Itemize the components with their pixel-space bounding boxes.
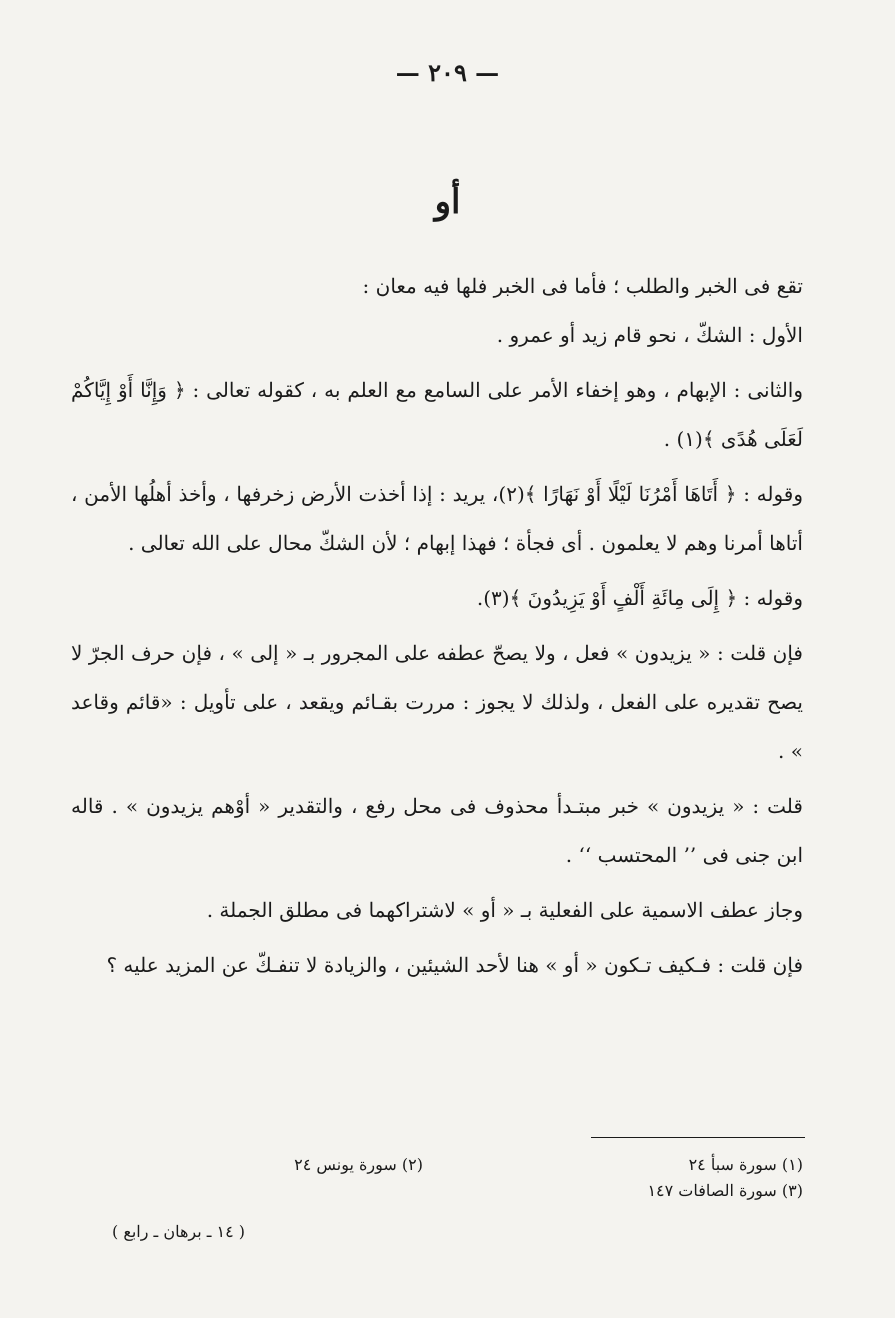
footnote-1: (١) سورة سبأ ٢٤	[688, 1155, 803, 1174]
footnote-2: (٢) سورة يونس ٢٤	[294, 1155, 423, 1174]
paragraph: والثانى : الإبهام ، وهو إخفاء الأمر على السامع مع العلم به ، كقوله تعالى : ﴿ وَإِنَّا أَوْ إِيَّاكُمْ لَعَلَى هُدًى ﴾(١) .	[71, 378, 803, 451]
paragraph: وقوله : ﴿ إِلَى مِائَةِ أَلْفٍ أَوْ يَزِيدُونَ ﴾(٣).	[476, 586, 803, 610]
signature-mark: ( ١٤ ـ برهان ـ رابع )	[112, 1222, 246, 1241]
paragraph: قلت : « يزيدون » خبر مبتـدأ محذوف فى محل رفع ، والتقدير « أوْهم يزيدون » . قاله ابن جنى فى ’’ المحتسب ‘‘ .	[71, 794, 803, 867]
footnote-divider	[591, 1137, 805, 1138]
chapter-title: أو	[434, 182, 461, 222]
paragraph: وقوله : ﴿ أَتَاهَا أَمْرُنَا لَيْلًا أَوْ نَهَارًا ﴾(٢)، يريد : إذا أخذت الأرض زخرفها ، وأخذ أهلُها الأمن ، أتاها أمرنا وهم لا يعلمون . أى فجأة ؛ فهذا إبهام ؛ لأن الشكّ محال على الله تعالى .	[71, 482, 804, 555]
paragraph: تقع فى الخبر والطلب ؛ فأما فى الخبر فلها فيه معان :	[362, 274, 803, 298]
paragraph: فإن قلت : فـكيف تـكون « أو » هنا لأحد الشيئين ، والزيادة لا تنفـكّ عن المزيد عليه ؟	[106, 953, 803, 977]
page-number: — ٢٠٩ —	[395, 58, 500, 87]
paragraph: الأول : الشكّ ، نحو قام زيد أو عمرو .	[496, 323, 803, 347]
footnote-column-right	[503, 1152, 803, 1204]
body-text	[71, 262, 803, 990]
footnote-3: (٣) سورة الصافات ١٤٧	[647, 1181, 803, 1200]
footnote-column-left	[143, 1152, 423, 1178]
paragraph: وجاز عطف الاسمية على الفعلية بـ « أو » لاشتراكهما فى مطلق الجملة .	[206, 898, 803, 922]
paragraph: فإن قلت : « يزيدون » فعل ، ولا يصحّ عطفه على المجرور بـ « إلى » ، فإن حرف الجرّ لا يصح تقديره على الفعل ، ولذلك لا يجوز : مررت بقـائم ويقعد ، على تأويل : «قائم وقاعد » .	[71, 641, 803, 763]
